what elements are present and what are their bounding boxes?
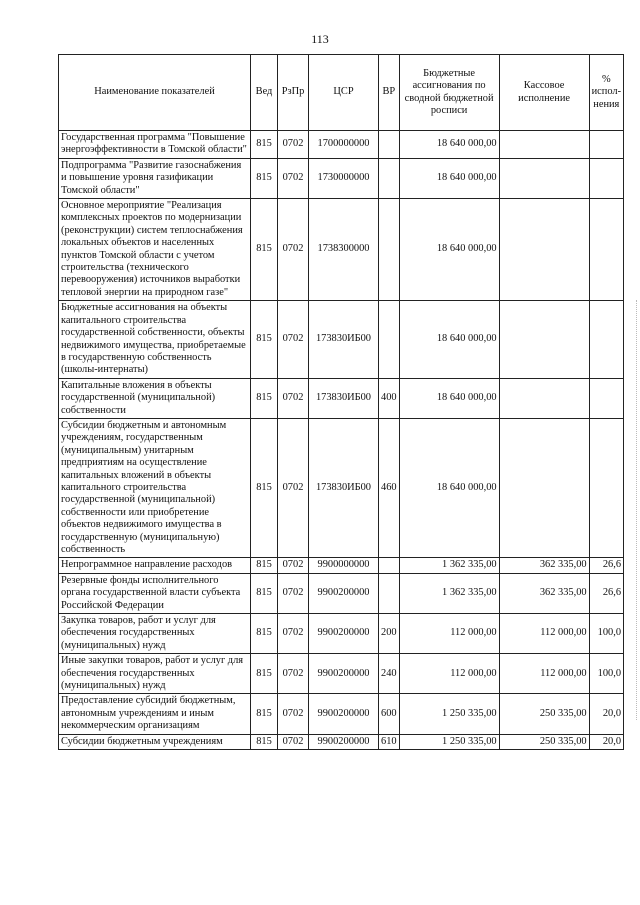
header-ved: Вед <box>251 55 278 131</box>
cell-vr <box>379 199 400 301</box>
cell-pct <box>589 199 623 301</box>
table-row <box>59 131 624 159</box>
cell-pct: 26,6 <box>589 558 623 573</box>
cell-vr: 200 <box>379 614 400 654</box>
cell-rzpr: 0702 <box>278 573 309 613</box>
cell-csr: 1700000000 <box>309 131 379 159</box>
cell-cash <box>499 378 589 418</box>
cell-cash: 112 000,00 <box>499 654 589 694</box>
cell-budget: 112 000,00 <box>399 654 499 694</box>
header-name: Наименование показателей <box>59 55 251 131</box>
table-row <box>59 418 624 557</box>
cell-pct: 20,0 <box>589 694 623 734</box>
cell-budget: 18 640 000,00 <box>399 418 499 557</box>
cell-csr: 9900200000 <box>309 694 379 734</box>
cell-rzpr: 0702 <box>278 558 309 573</box>
cell-name: Бюджетные ассигнования на объекты капитального строительства государственной собственности, объекты недвижимого имущества, приобретаемые в государственную собственность (школы-интернаты) <box>59 301 251 378</box>
cell-ved: 815 <box>251 558 278 573</box>
table-row <box>59 734 624 749</box>
cell-csr: 173830ИБ00 <box>309 378 379 418</box>
cell-ved: 815 <box>251 378 278 418</box>
cell-cash <box>499 301 589 378</box>
cell-ved: 815 <box>251 573 278 613</box>
cell-ved: 815 <box>251 614 278 654</box>
cell-pct: 20,0 <box>589 734 623 749</box>
cell-rzpr: 0702 <box>278 614 309 654</box>
cell-rzpr: 0702 <box>278 418 309 557</box>
cell-name: Иные закупки товаров, работ и услуг для обеспечения государственных (муниципальных) нужд <box>59 654 251 694</box>
cell-budget: 18 640 000,00 <box>399 199 499 301</box>
cell-budget: 18 640 000,00 <box>399 301 499 378</box>
cell-cash <box>499 418 589 557</box>
cell-vr <box>379 131 400 159</box>
cell-ved: 815 <box>251 694 278 734</box>
cell-cash: 362 335,00 <box>499 573 589 613</box>
table-row <box>59 301 624 378</box>
cell-csr: 9900200000 <box>309 614 379 654</box>
cell-cash <box>499 199 589 301</box>
cell-cash: 250 335,00 <box>499 734 589 749</box>
cell-cash <box>499 131 589 159</box>
cell-csr: 9900200000 <box>309 734 379 749</box>
cell-ved: 815 <box>251 131 278 159</box>
cell-name: Подпрограмма "Развитие газоснабжения и повышение уровня газификации Томской области" <box>59 158 251 198</box>
cell-vr <box>379 158 400 198</box>
header-pct: % испол- нения <box>589 55 623 131</box>
header-rzpr: РзПр <box>278 55 309 131</box>
cell-rzpr: 0702 <box>278 694 309 734</box>
cell-budget: 1 362 335,00 <box>399 558 499 573</box>
cell-pct: 26,6 <box>589 573 623 613</box>
cell-rzpr: 0702 <box>278 301 309 378</box>
cell-rzpr: 0702 <box>278 158 309 198</box>
header-csr: ЦСР <box>309 55 379 131</box>
cell-rzpr: 0702 <box>278 131 309 159</box>
cell-vr <box>379 301 400 378</box>
cell-vr: 460 <box>379 418 400 557</box>
cell-ved: 815 <box>251 301 278 378</box>
cell-budget: 18 640 000,00 <box>399 378 499 418</box>
cell-vr: 400 <box>379 378 400 418</box>
cell-name: Резервные фонды исполнительного органа государственной власти субъекта Российской Федерации <box>59 573 251 613</box>
cell-vr: 600 <box>379 694 400 734</box>
cell-budget: 112 000,00 <box>399 614 499 654</box>
cell-name: Капитальные вложения в объекты государственной (муниципальной) собственности <box>59 378 251 418</box>
cell-name: Непрограммное направление расходов <box>59 558 251 573</box>
cell-rzpr: 0702 <box>278 654 309 694</box>
cell-csr: 9900200000 <box>309 573 379 613</box>
cell-budget: 1 250 335,00 <box>399 694 499 734</box>
header-vr: ВР <box>379 55 400 131</box>
cell-name: Субсидии бюджетным и автономным учреждениям, государственным (муниципальным) унитарным предприятиям на осуществление капитальных вложений в объекты капитального строительства государственной (муниципальной) собственности или приобретение объектов недвижимого имущества в государственную (муниципальную) собственность <box>59 418 251 557</box>
cell-csr: 9900000000 <box>309 558 379 573</box>
cell-pct <box>589 378 623 418</box>
cell-csr: 1730000000 <box>309 158 379 198</box>
cell-vr <box>379 558 400 573</box>
cell-name: Предоставление субсидий бюджетным, автономным учреждениям и иным некоммерческим организациям <box>59 694 251 734</box>
table-row <box>59 199 624 301</box>
cell-pct: 100,0 <box>589 614 623 654</box>
table-header-row <box>59 55 624 131</box>
cell-name: Основное мероприятие "Реализация комплексных проектов по модернизации (реконструкции) систем теплоснабжения локальных объектов и населенных пунктов Томской области с учетом строительства (технического перевооружения) источников выработки тепловой энергии на природном газе" <box>59 199 251 301</box>
cell-ved: 815 <box>251 158 278 198</box>
table-row <box>59 558 624 573</box>
cell-pct <box>589 158 623 198</box>
cell-pct <box>589 301 623 378</box>
table-row <box>59 378 624 418</box>
cell-vr <box>379 573 400 613</box>
cell-cash: 250 335,00 <box>499 694 589 734</box>
page-number: 113 <box>311 32 329 46</box>
cell-ved: 815 <box>251 418 278 557</box>
table-row <box>59 614 624 654</box>
cell-rzpr: 0702 <box>278 378 309 418</box>
cell-budget: 1 250 335,00 <box>399 734 499 749</box>
cell-vr: 610 <box>379 734 400 749</box>
cell-cash: 362 335,00 <box>499 558 589 573</box>
budget-table <box>58 54 624 750</box>
cell-budget: 18 640 000,00 <box>399 131 499 159</box>
table-body <box>59 131 624 750</box>
cell-vr: 240 <box>379 654 400 694</box>
table-row <box>59 694 624 734</box>
cell-cash <box>499 158 589 198</box>
table-row <box>59 573 624 613</box>
header-cash: Кассовое исполнение <box>499 55 589 131</box>
header-budget: Бюджетные ассигнования по сводной бюджетной росписи <box>399 55 499 131</box>
cell-pct: 100,0 <box>589 654 623 694</box>
table-row <box>59 654 624 694</box>
cell-csr: 173830ИБ00 <box>309 301 379 378</box>
cell-budget: 18 640 000,00 <box>399 158 499 198</box>
cell-ved: 815 <box>251 734 278 749</box>
cell-budget: 1 362 335,00 <box>399 573 499 613</box>
cell-csr: 1738300000 <box>309 199 379 301</box>
cell-name: Субсидии бюджетным учреждениям <box>59 734 251 749</box>
cell-ved: 815 <box>251 654 278 694</box>
table-row <box>59 158 624 198</box>
cell-cash: 112 000,00 <box>499 614 589 654</box>
cell-name: Закупка товаров, работ и услуг для обеспечения государственных (муниципальных) нужд <box>59 614 251 654</box>
cell-rzpr: 0702 <box>278 199 309 301</box>
cell-pct <box>589 131 623 159</box>
cell-csr: 173830ИБ00 <box>309 418 379 557</box>
cell-csr: 9900200000 <box>309 654 379 694</box>
cell-ved: 815 <box>251 199 278 301</box>
cell-pct <box>589 418 623 557</box>
margin-mark <box>634 300 637 720</box>
cell-name: Государственная программа "Повышение энергоэффективности в Томской области" <box>59 131 251 159</box>
cell-rzpr: 0702 <box>278 734 309 749</box>
